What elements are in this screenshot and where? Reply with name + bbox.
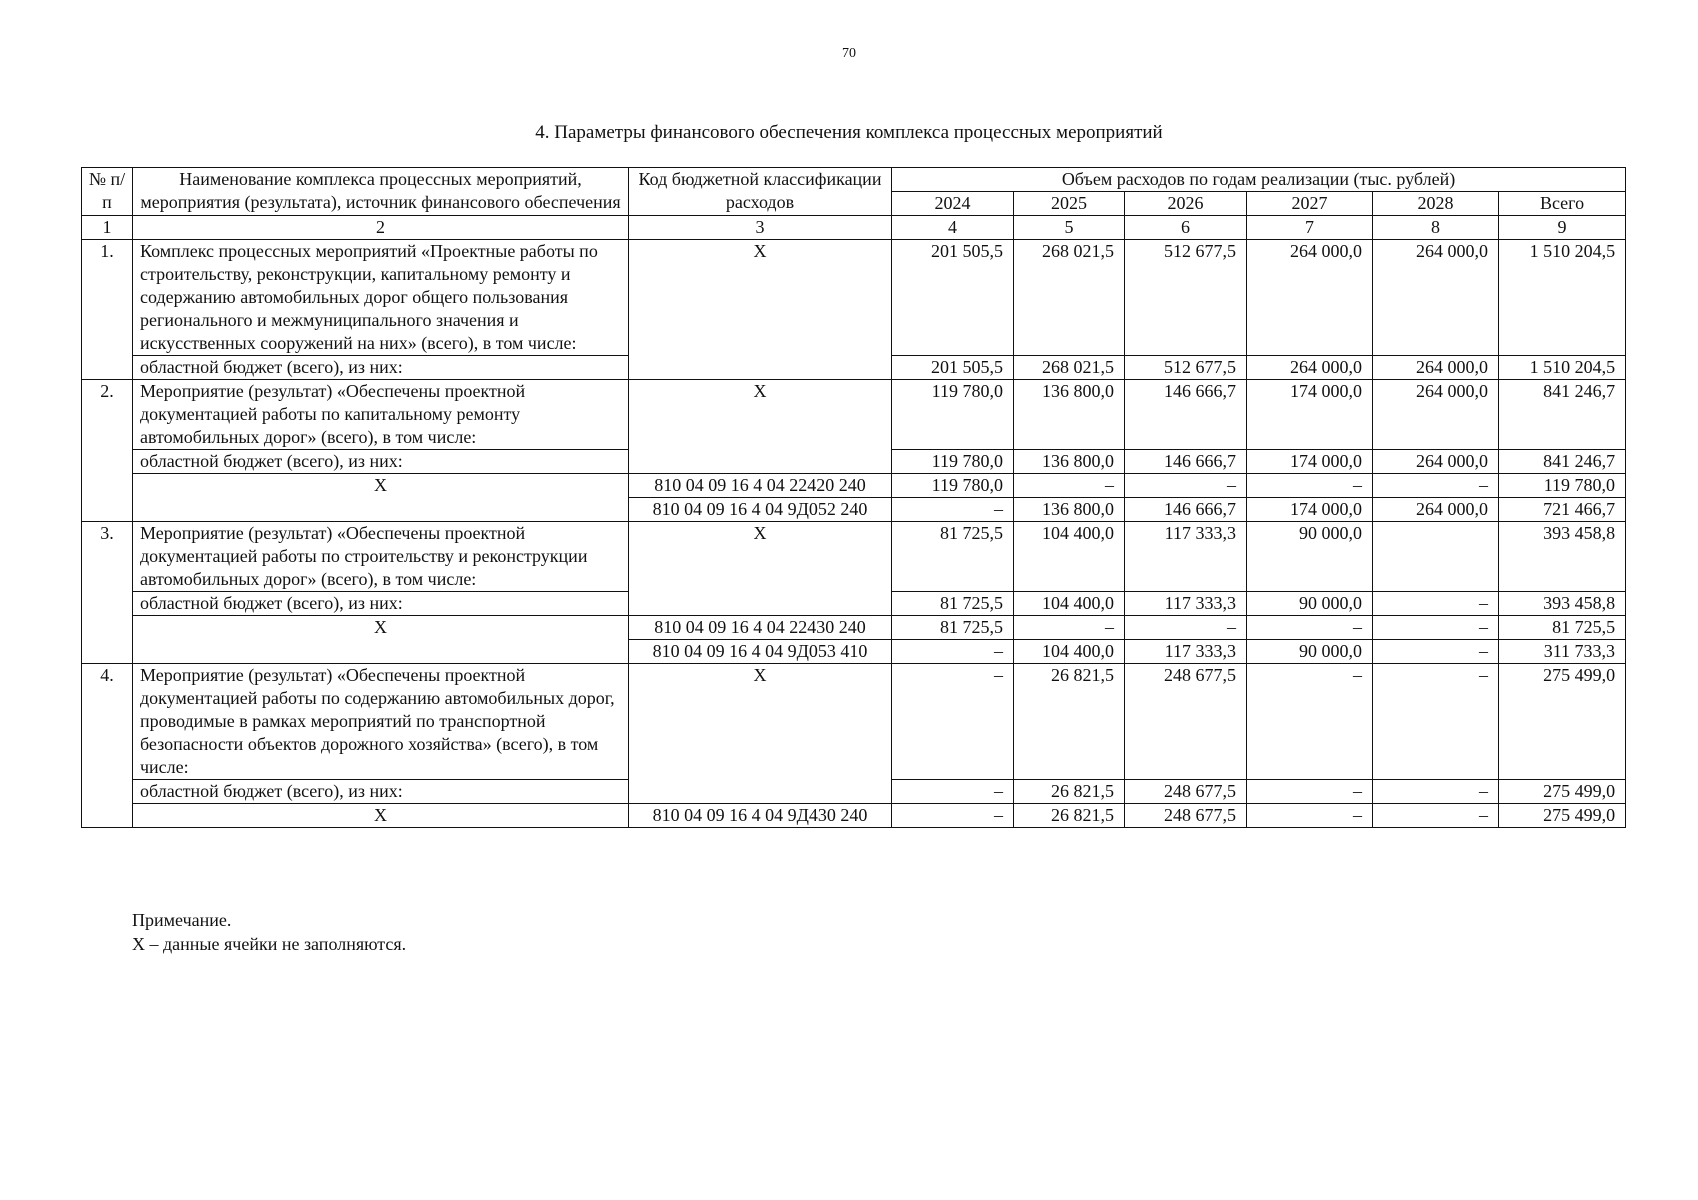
row-number: 3. bbox=[82, 522, 133, 664]
budget-value: 26 821,5 bbox=[1014, 780, 1125, 804]
header-row bbox=[82, 168, 1626, 192]
detail-code: 810 04 09 16 4 04 9Д053 410 bbox=[629, 640, 892, 664]
row-code: Х bbox=[629, 240, 892, 380]
table-row bbox=[82, 240, 1626, 356]
budget-value: 136 800,0 bbox=[1014, 450, 1125, 474]
detail-value: – bbox=[1373, 804, 1499, 828]
row-code: Х bbox=[629, 380, 892, 474]
note bbox=[132, 908, 406, 956]
column-number: 7 bbox=[1247, 216, 1373, 240]
row-value: 81 725,5 bbox=[892, 522, 1014, 592]
budget-value: 90 000,0 bbox=[1247, 592, 1373, 616]
column-number: 1 bbox=[82, 216, 133, 240]
row-value bbox=[1373, 522, 1499, 592]
detail-value: 117 333,3 bbox=[1125, 640, 1247, 664]
row-value: 117 333,3 bbox=[1125, 522, 1247, 592]
detail-value: 81 725,5 bbox=[892, 616, 1014, 640]
detail-value: 174 000,0 bbox=[1247, 498, 1373, 522]
detail-value: – bbox=[892, 498, 1014, 522]
detail-value: 721 466,7 bbox=[1499, 498, 1626, 522]
row-value: 248 677,5 bbox=[1125, 664, 1247, 780]
document-title: 4. Параметры финансового обеспечения комплекса процессных мероприятий bbox=[535, 122, 1163, 143]
budget-label: областной бюджет (всего), из них: bbox=[133, 356, 629, 380]
budget-value: 81 725,5 bbox=[892, 592, 1014, 616]
detail-value: – bbox=[1247, 474, 1373, 498]
row-value: 512 677,5 bbox=[1125, 240, 1247, 356]
row-number: 1. bbox=[82, 240, 133, 380]
detail-value: 311 733,3 bbox=[1499, 640, 1626, 664]
table-row bbox=[82, 664, 1626, 780]
table-body bbox=[82, 216, 1626, 828]
budget-label: областной бюджет (всего), из них: bbox=[133, 450, 629, 474]
detail-value: 81 725,5 bbox=[1499, 616, 1626, 640]
detail-value: 248 677,5 bbox=[1125, 804, 1247, 828]
row-value: 275 499,0 bbox=[1499, 664, 1626, 780]
row-value: 268 021,5 bbox=[1014, 240, 1125, 356]
detail-value: 146 666,7 bbox=[1125, 498, 1247, 522]
row-value: 264 000,0 bbox=[1373, 380, 1499, 450]
page-number: 70 bbox=[842, 46, 856, 61]
detail-label: Х bbox=[133, 616, 629, 664]
detail-row bbox=[82, 616, 1626, 640]
detail-value: 264 000,0 bbox=[1373, 498, 1499, 522]
detail-value: 136 800,0 bbox=[1014, 498, 1125, 522]
row-name: Мероприятие (результат) «Обеспечены проектной документацией работы по строительству и реконструкции автомобильных дорог» (всего), в том числе: bbox=[133, 522, 629, 592]
row-value: 264 000,0 bbox=[1247, 240, 1373, 356]
budget-value: 117 333,3 bbox=[1125, 592, 1247, 616]
row-value: 201 505,5 bbox=[892, 240, 1014, 356]
budget-value: – bbox=[892, 780, 1014, 804]
header-code: Код бюджетной классификации расходов bbox=[629, 168, 892, 216]
budget-value: 275 499,0 bbox=[1499, 780, 1626, 804]
table-row bbox=[82, 522, 1626, 592]
row-name: Мероприятие (результат) «Обеспечены проектной документацией работы по содержанию автомобильных дорог, проводимые в рамках мероприятий по транспортной безопасности объектов дорожного хозяйства» (всего), в том числе: bbox=[133, 664, 629, 780]
row-value: 119 780,0 bbox=[892, 380, 1014, 450]
row-name: Комплекс процессных мероприятий «Проектные работы по строительству, реконструкции, капитальному ремонту и содержанию автомобильных дорог общего пользования регионального и межмуниципального значения и искусственных сооружений на них» (всего), в том числе: bbox=[133, 240, 629, 356]
detail-value: – bbox=[1014, 616, 1125, 640]
row-code: Х bbox=[629, 664, 892, 804]
header-year: 2028 bbox=[1373, 192, 1499, 216]
row-name: Мероприятие (результат) «Обеспечены проектной документацией работы по капитальному ремонту автомобильных дорог» (всего), в том числе: bbox=[133, 380, 629, 450]
header-year: 2024 bbox=[892, 192, 1014, 216]
budget-label: областной бюджет (всего), из них: bbox=[133, 592, 629, 616]
column-number: 5 bbox=[1014, 216, 1125, 240]
detail-value: – bbox=[892, 640, 1014, 664]
financing-table bbox=[81, 167, 1626, 828]
row-value: – bbox=[1247, 664, 1373, 780]
row-value: – bbox=[892, 664, 1014, 780]
row-value: 264 000,0 bbox=[1373, 240, 1499, 356]
row-value: 90 000,0 bbox=[1247, 522, 1373, 592]
budget-value: 264 000,0 bbox=[1373, 356, 1499, 380]
detail-value: 119 780,0 bbox=[892, 474, 1014, 498]
header-year: 2026 bbox=[1125, 192, 1247, 216]
row-number: 4. bbox=[82, 664, 133, 828]
detail-value: – bbox=[1125, 616, 1247, 640]
header-total: Всего bbox=[1499, 192, 1626, 216]
row-value: 146 666,7 bbox=[1125, 380, 1247, 450]
column-number: 6 bbox=[1125, 216, 1247, 240]
detail-value: – bbox=[1014, 474, 1125, 498]
table-row bbox=[82, 380, 1626, 450]
detail-label: Х bbox=[133, 804, 629, 828]
detail-value: – bbox=[1373, 640, 1499, 664]
header-year: 2027 bbox=[1247, 192, 1373, 216]
header-year: 2025 bbox=[1014, 192, 1125, 216]
budget-value: 146 666,7 bbox=[1125, 450, 1247, 474]
budget-value: 264 000,0 bbox=[1247, 356, 1373, 380]
budget-value: 174 000,0 bbox=[1247, 450, 1373, 474]
row-value: 26 821,5 bbox=[1014, 664, 1125, 780]
column-numbers-row bbox=[82, 216, 1626, 240]
row-value: 174 000,0 bbox=[1247, 380, 1373, 450]
detail-value: – bbox=[1373, 474, 1499, 498]
detail-value: – bbox=[892, 804, 1014, 828]
budget-value: 201 505,5 bbox=[892, 356, 1014, 380]
budget-value: – bbox=[1373, 780, 1499, 804]
row-code: Х bbox=[629, 522, 892, 616]
detail-value: 275 499,0 bbox=[1499, 804, 1626, 828]
row-value: 136 800,0 bbox=[1014, 380, 1125, 450]
row-value: 104 400,0 bbox=[1014, 522, 1125, 592]
budget-value: 393 458,8 bbox=[1499, 592, 1626, 616]
budget-value: 841 246,7 bbox=[1499, 450, 1626, 474]
column-number: 4 bbox=[892, 216, 1014, 240]
budget-value: 268 021,5 bbox=[1014, 356, 1125, 380]
budget-value: 119 780,0 bbox=[892, 450, 1014, 474]
header-volume: Объем расходов по годам реализации (тыс. рублей) bbox=[892, 168, 1626, 192]
detail-code: 810 04 09 16 4 04 9Д430 240 bbox=[629, 804, 892, 828]
detail-value: – bbox=[1373, 616, 1499, 640]
budget-value: 512 677,5 bbox=[1125, 356, 1247, 380]
detail-value: 90 000,0 bbox=[1247, 640, 1373, 664]
column-number: 3 bbox=[629, 216, 892, 240]
budget-label: областной бюджет (всего), из них: bbox=[133, 780, 629, 804]
budget-value: 248 677,5 bbox=[1125, 780, 1247, 804]
header-name: Наименование комплекса процессных мероприятий, мероприятия (результата), источник финансового обеспечения bbox=[133, 168, 629, 216]
column-number: 8 bbox=[1373, 216, 1499, 240]
row-value: 841 246,7 bbox=[1499, 380, 1626, 450]
note-text: Х – данные ячейки не заполняются. bbox=[132, 934, 407, 954]
detail-code: 810 04 09 16 4 04 22420 240 bbox=[629, 474, 892, 498]
budget-value: – bbox=[1247, 780, 1373, 804]
detail-code: 810 04 09 16 4 04 9Д052 240 bbox=[629, 498, 892, 522]
column-number: 2 bbox=[133, 216, 629, 240]
row-number: 2. bbox=[82, 380, 133, 522]
budget-value: 264 000,0 bbox=[1373, 450, 1499, 474]
detail-value: – bbox=[1247, 616, 1373, 640]
budget-value: 104 400,0 bbox=[1014, 592, 1125, 616]
detail-value: – bbox=[1247, 804, 1373, 828]
detail-code: 810 04 09 16 4 04 22430 240 bbox=[629, 616, 892, 640]
detail-value: 119 780,0 bbox=[1499, 474, 1626, 498]
note-title: Примечание. bbox=[132, 910, 232, 930]
detail-value: – bbox=[1125, 474, 1247, 498]
detail-row bbox=[82, 804, 1626, 828]
row-value: – bbox=[1373, 664, 1499, 780]
budget-value: – bbox=[1373, 592, 1499, 616]
column-number: 9 bbox=[1499, 216, 1626, 240]
row-value: 1 510 204,5 bbox=[1499, 240, 1626, 356]
row-value: 393 458,8 bbox=[1499, 522, 1626, 592]
detail-value: 104 400,0 bbox=[1014, 640, 1125, 664]
detail-row bbox=[82, 474, 1626, 498]
budget-value: 1 510 204,5 bbox=[1499, 356, 1626, 380]
header-num: № п/п bbox=[82, 168, 133, 216]
detail-label: Х bbox=[133, 474, 629, 522]
detail-value: 26 821,5 bbox=[1014, 804, 1125, 828]
